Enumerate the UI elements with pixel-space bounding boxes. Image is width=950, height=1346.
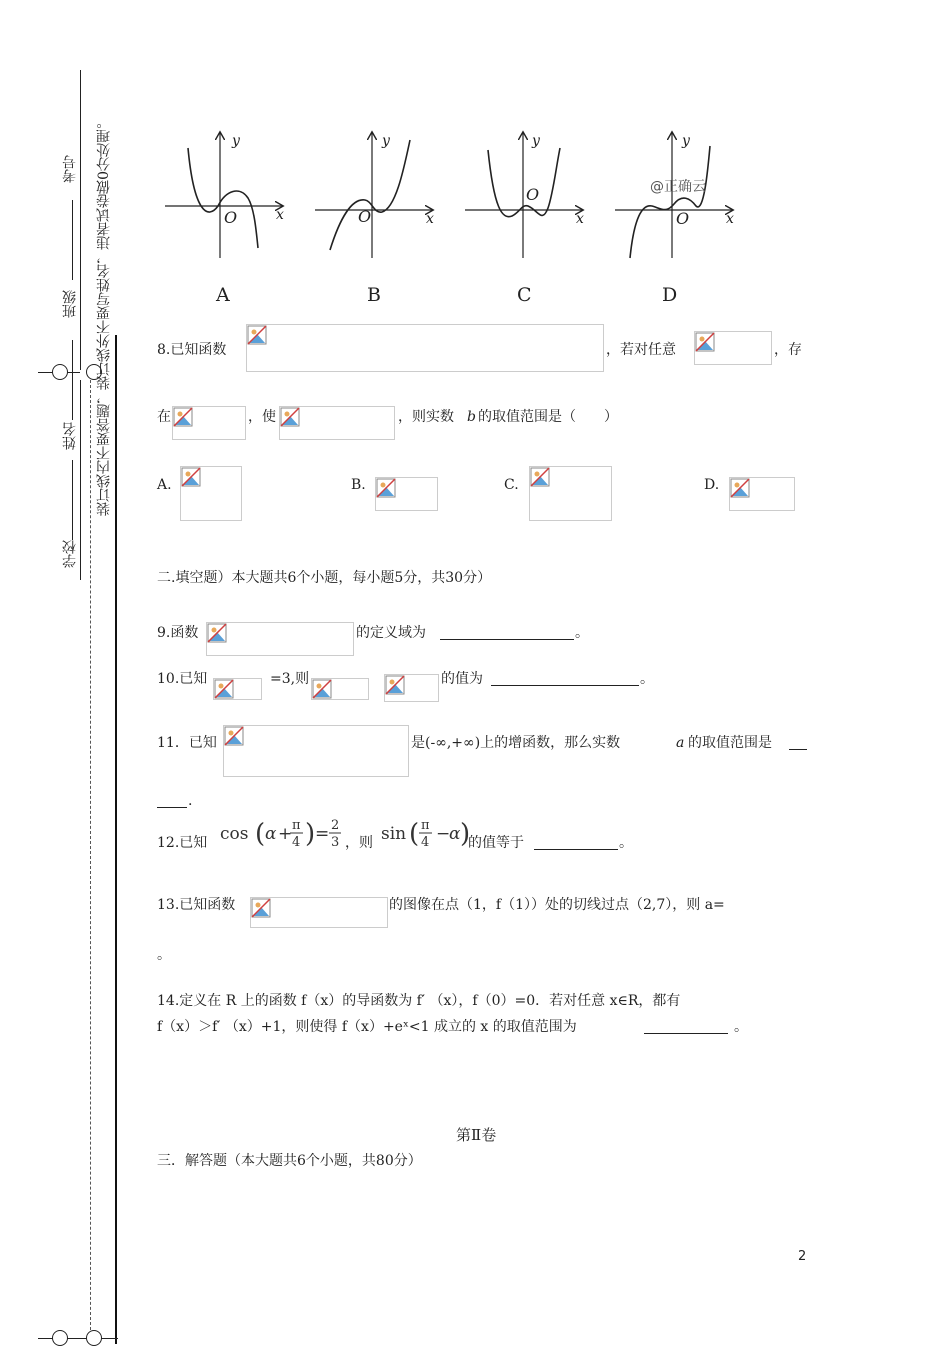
- svg-text:α: α: [449, 824, 461, 844]
- broken-image-icon: [224, 726, 244, 746]
- q11-prefix: 11．已知: [157, 735, 217, 751]
- q9-prefix: 9.函数: [157, 625, 199, 641]
- axis-y-a: y: [232, 133, 240, 149]
- graph-label-d: D: [662, 284, 678, 306]
- broken-image-icon: [214, 679, 234, 699]
- graph-label-b: B: [367, 284, 381, 306]
- svg-text:sin: sin: [381, 824, 407, 844]
- q8-option-b-image: [375, 477, 438, 511]
- exam-no-label: 考号: [62, 155, 78, 183]
- q14-end: 。: [734, 1019, 748, 1035]
- q8-var-b: b: [467, 409, 476, 425]
- q8-condition-image: [279, 406, 395, 440]
- broken-image-icon: [530, 467, 550, 487]
- broken-image-icon: [695, 332, 715, 352]
- q12-cos-expression: [220, 812, 350, 852]
- q8-option-a-image: [180, 466, 242, 521]
- q13-prefix: 13.已知函数: [157, 897, 236, 913]
- broken-image-icon: [247, 325, 267, 345]
- q9-function-image: [206, 622, 354, 656]
- watermark: @正确云: [650, 179, 706, 195]
- q8-option-d: D.: [704, 477, 720, 493]
- q12-end: 。: [619, 835, 633, 851]
- q12-sin-svg: [381, 812, 469, 852]
- q10-expr-image-3: [384, 674, 439, 702]
- q14-line1: 14.定义在 R 上的函数 f（x）的导函数为 f′ （x），f（0）=0．若对任意 x∈R，都有: [157, 993, 681, 1009]
- q8-forall-image: [694, 331, 772, 365]
- q11-answer-blank-1: [789, 735, 807, 750]
- q8-suffix: ，存: [774, 342, 802, 358]
- broken-image-icon: [251, 898, 271, 918]
- origin-a: O: [224, 208, 238, 227]
- q12-prefix: 12.已知: [157, 835, 208, 851]
- q8-prefix: 8.已知函数: [157, 342, 227, 358]
- svg-text:π: π: [421, 818, 430, 833]
- section-2-heading: 二.填空题）本大题共6个小题，每小题5分，共30分）: [157, 570, 492, 586]
- svg-text:π: π: [292, 818, 301, 833]
- q10-end: 。: [640, 671, 654, 687]
- q12-suffix: 的值等于: [468, 835, 524, 851]
- q11-cont: .: [188, 793, 193, 809]
- q13-suffix: 的图像在点（1，f（1））处的切线过点（2,7），则 a=: [389, 897, 725, 913]
- q11-suffix: 的取值范围是: [688, 735, 772, 751]
- q8-line2-a: 在: [157, 409, 171, 425]
- graph-c: [465, 133, 582, 258]
- axis-x-b: x: [426, 211, 434, 227]
- origin-c: O: [526, 185, 540, 204]
- part-2-title: 第Ⅱ卷: [456, 1126, 497, 1144]
- q8-option-c-image: [529, 466, 612, 521]
- q14-line2: f（x）＞f′ （x）+1，则使得 f（x）+eˣ<1 成立的 x 的取值范围为: [157, 1019, 577, 1035]
- q8-option-a: A.: [157, 477, 172, 493]
- svg-text:4: 4: [421, 835, 430, 850]
- q10-mid: =3,则: [270, 671, 310, 687]
- q13-function-image: [250, 897, 388, 928]
- axis-x-a: x: [276, 207, 284, 223]
- q11-answer-blank-2: [157, 793, 187, 808]
- axis-y-b: y: [382, 133, 390, 149]
- broken-image-icon: [385, 675, 405, 695]
- q8-line2-c: ，则实数: [398, 409, 454, 425]
- q12-answer-blank: [534, 835, 618, 850]
- q8-option-c: C.: [504, 477, 519, 493]
- svg-text:(: (: [409, 819, 420, 849]
- broken-image-icon: [730, 478, 750, 498]
- q11-function-image: [223, 725, 409, 777]
- q10-expr-image-1: [213, 678, 262, 700]
- q8-option-d-image: [729, 477, 795, 511]
- q10-answer-blank: [491, 671, 639, 686]
- svg-text:(: (: [255, 819, 266, 849]
- q13-end: 。: [157, 947, 171, 963]
- broken-image-icon: [280, 407, 300, 427]
- axis-y-d: y: [682, 133, 690, 149]
- svg-text:4: 4: [292, 835, 301, 850]
- name-label: 姓名: [62, 422, 78, 450]
- q8-function-image: [246, 324, 604, 372]
- svg-text:2: 2: [331, 818, 340, 833]
- section-3-heading: 三．解答题（本大题共6个小题，共80分）: [157, 1153, 422, 1169]
- graph-a: [165, 133, 282, 258]
- broken-image-icon: [376, 478, 396, 498]
- school-label: 学校: [62, 540, 78, 568]
- q9-suffix: 的定义域为: [356, 625, 426, 641]
- broken-image-icon: [173, 407, 193, 427]
- svg-text:+: +: [278, 824, 293, 844]
- graph-b: [315, 133, 432, 258]
- axis-x-c: x: [576, 211, 584, 227]
- svg-text:): ): [305, 819, 316, 849]
- q8-exist-image: [172, 406, 246, 440]
- q9-answer-blank: [440, 625, 574, 640]
- q14-answer-blank: [644, 1019, 728, 1034]
- origin-d: O: [676, 209, 690, 228]
- q11-mid: 是(-∞,+∞)上的增函数，那么实数: [411, 735, 621, 751]
- q11-var-a: a: [676, 735, 685, 751]
- q12-comma: ，则: [345, 835, 373, 851]
- svg-text:): ): [460, 819, 471, 849]
- q8-line2-b: ，使: [248, 409, 276, 425]
- axis-x-d: x: [726, 211, 734, 227]
- q8-mid: ，若对任意: [606, 342, 676, 358]
- origin-b: O: [358, 207, 372, 226]
- svg-text:=: =: [315, 824, 330, 844]
- page-number: 2: [798, 1249, 807, 1264]
- graph-label-a: A: [216, 284, 230, 306]
- class-label: 班级: [62, 290, 78, 318]
- q10-expr-image-2: [311, 678, 369, 700]
- q10-suffix: 的值为: [441, 671, 483, 687]
- svg-text:−: −: [436, 824, 451, 844]
- broken-image-icon: [181, 467, 201, 487]
- q12-sin-expression: [381, 812, 469, 852]
- q10-prefix: 10.已知: [157, 671, 208, 687]
- binding-warning: 装订线内不要答题，装订线外不要写姓名，违者试卷做0分处理。: [96, 115, 112, 516]
- graph-label-c: C: [517, 284, 532, 306]
- graph-options: [160, 128, 750, 313]
- svg-text:3: 3: [331, 835, 340, 850]
- svg-text:α: α: [265, 824, 277, 844]
- q8-line2-d: 的取值范围是（ ）: [478, 409, 618, 425]
- axis-y-c: y: [532, 133, 540, 149]
- svg-text:cos: cos: [220, 824, 249, 844]
- q8-option-b: B.: [351, 477, 366, 493]
- broken-image-icon: [207, 623, 227, 643]
- q9-end: 。: [575, 625, 589, 641]
- broken-image-icon: [312, 679, 332, 699]
- q12-cos-svg: [220, 812, 350, 852]
